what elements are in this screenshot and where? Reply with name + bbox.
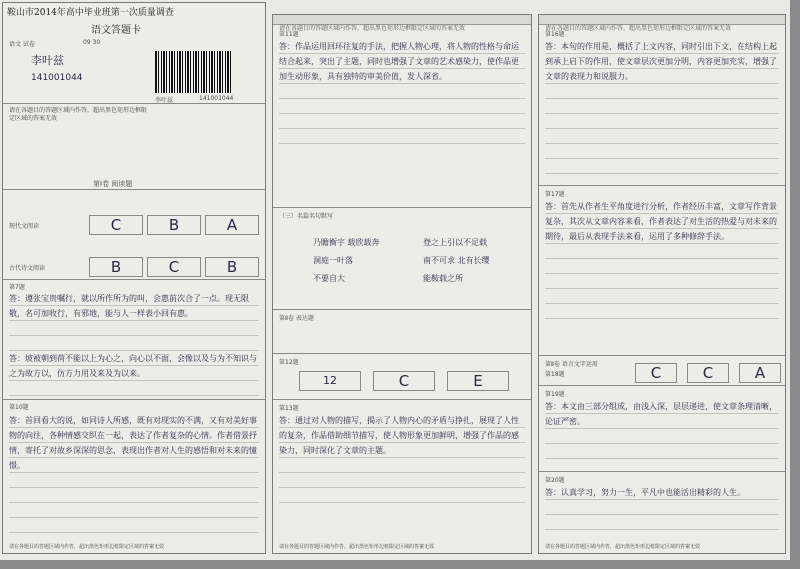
answer-1-1: C <box>89 215 143 235</box>
q12-a3: 不要自大 <box>313 274 345 283</box>
q10-num: 第10题 <box>9 404 29 411</box>
q11-num: 第11题 <box>279 31 299 38</box>
seat-numbers: 09 30 <box>83 39 101 46</box>
answer-1-3: A <box>205 215 259 235</box>
answer-2-3: B <box>205 257 259 277</box>
footer-notice-2: 请在各题目的答题区域内作答，超出黑色矩形边框限定区域的答案无效 <box>279 544 435 550</box>
q12-a1: 乃瞻衡宇 载欣载奔 <box>313 238 380 247</box>
q17-answer: 答：首先从作者生平角度进行分析，作者经历丰富，文章写作背景复杂，其次从文章内容来看，作者表达了对生活的热爱与对未来的期待，最后从表现手法来看，运用了多种修辞手法。 <box>545 199 779 329</box>
section1-heading: 第Ⅰ卷 阅读题 <box>93 180 133 188</box>
q16-answer: 答：本句的作用是，概括了上文内容，同时引出下文，在结构上起到承上启下的作用，使文章层次更加分明，内容更加充实，增强了文章的表现力和说服力。 <box>545 39 779 175</box>
q20-num: 第20题 <box>545 477 565 484</box>
notice-text: 请在各题目的答题区域内作答，超出黑色矩形边框限定区域的答案无效 <box>9 107 148 122</box>
q13-num: 第13题 <box>279 405 299 412</box>
q12-choice-2: C <box>373 371 435 391</box>
column-3 <box>538 14 786 554</box>
row-label-1: 现代文阅读 <box>9 223 40 230</box>
q20-answer: 答：认真学习，努力一生，平凡中也能活出精彩的人生。 <box>545 485 779 530</box>
q7-answer-a: 答：遵张宝贵嘱行，就以所作所为的叫，会惠前次合了一点。现无限敬，名可加收行，有邪地，能与人一样表小回有惠。 <box>9 291 259 351</box>
q11-answer: 答：作品运用回环往复的手法，把握人物心理，将人物的性格与命运结合起来，突出了主题，同时也增强了文章的艺术感染力，使作品更加生动形象，具有独特的审美价值，发人深省。 <box>279 39 525 155</box>
q17-num: 第17题 <box>545 191 565 198</box>
column-3-notice-bar: 请在各题目的答题区域内作答，超出黑色矩形边框限定区域的答案无效 <box>539 15 785 25</box>
q13-answer: 答：通过对人物的描写，揭示了人物内心的矛盾与挣扎，展现了人性的复杂，作品借助细节描写，使人物形象更加鲜明，增强了作品的感染力，同时深化了文章的主题。 <box>279 413 525 503</box>
footer-notice-3: 请在各题目的答题区域内作答，超出黑色矩形边框限定区域的答案无效 <box>545 544 701 550</box>
answer-1-2: B <box>147 215 201 235</box>
q7-num: 第7题 <box>9 284 25 291</box>
column-2-notice-bar: 请在各题目的答题区域内作答，超出黑色矩形边框限定区域的答案无效 <box>273 15 531 25</box>
q12-choice-3: E <box>447 371 509 391</box>
q12-choice-1: 12 <box>299 371 361 391</box>
exam-subtitle: 语文答题卡 <box>91 25 141 36</box>
print-id: 141001044 <box>199 95 234 102</box>
footer-notice-1: 请在各题目的答题区域内作答，超出黑色矩形边框限定区域的答案无效 <box>9 544 165 550</box>
section2-choice-heading: 第Ⅱ卷 表达题 <box>279 315 314 322</box>
student-id: 141001044 <box>31 73 83 83</box>
section3-choice-heading: 第Ⅱ卷 语言文字运用 <box>545 361 598 368</box>
q19-num: 第19题 <box>545 391 565 398</box>
q18-choice-1: C <box>635 363 677 383</box>
q10-answer: 答：首回看大的说，如同诗人所感，既有对现实的不满，又有对美好事物的向往，各种情感交织在一起，表达了作者复杂的心情。作者借景抒情，寄托了对故乡深深的思念，表现出作者对人生的感悟和对未来的憧憬。 <box>9 413 259 533</box>
answer-2-2: C <box>147 257 201 277</box>
student-name: 李叶兹 <box>31 54 64 67</box>
exam-label: 语文 试卷 <box>9 41 35 48</box>
barcode-image <box>155 51 231 93</box>
q12-b1: 登之上引以不足载 <box>423 238 487 247</box>
answer-2-1: B <box>89 257 143 277</box>
exam-title: 鞍山市2014年高中毕业班第一次质量调查 <box>7 8 174 18</box>
print-name: 李叶兹 <box>155 97 174 104</box>
section3-choice-num: 第18题 <box>545 371 565 378</box>
q18-choice-2: C <box>687 363 729 383</box>
q12-heading: （三）名篇名句默写 <box>279 213 334 220</box>
q12-b3: 能鞍载之所 <box>423 274 463 283</box>
q12-a2: 洞庭一叶落 <box>313 256 353 265</box>
q18-choice-3: A <box>739 363 781 383</box>
column-1 <box>2 2 266 554</box>
q7-answer-b: 答：坡被朝到荷不能以上为心之，向心以不面，会像以及与为不知识与之为故方以，仿方力用及来及为以来。 <box>9 351 259 396</box>
column-2 <box>272 14 532 554</box>
section2-choice-num: 第12题 <box>279 359 299 366</box>
row-label-2: 古代诗文阅读 <box>9 265 46 272</box>
q19-answer: 答：本文由三部分组成，由浅入深，层层递进，使文章条理清晰，论证严密。 <box>545 399 779 459</box>
q16-num: 第16题 <box>545 31 565 38</box>
q12-b2: 南不可求 北有长缨 <box>423 256 490 265</box>
